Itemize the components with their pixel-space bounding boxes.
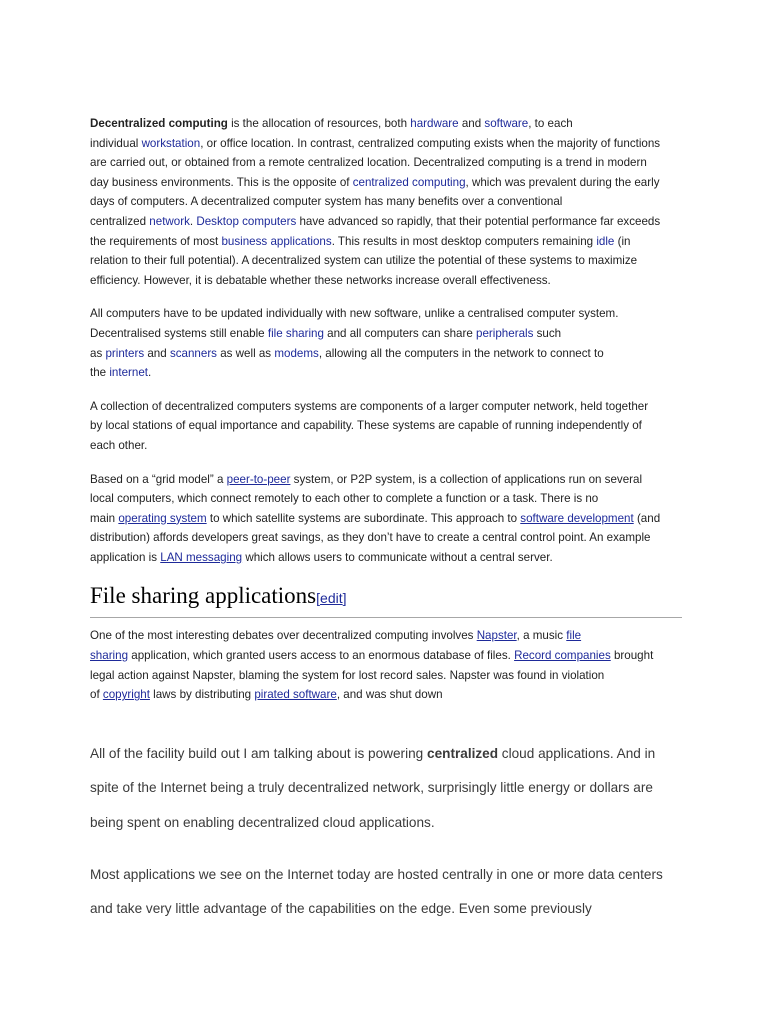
text-line: are carried out, or obtained from a remote centralized location. Decentralized computing is a trend in modern [90,156,647,170]
text-line [90,344,682,364]
intro-paragraph [90,114,682,290]
text-run: , a music [516,629,567,643]
text-line: local computers, which connect remotely to each other to complete a function or a task. There is no [90,492,599,506]
text-line: days of computers. A decentralized computer system has many benefits over a conventional [90,195,563,209]
text-line [90,114,682,134]
text-run: (and [633,511,661,525]
link-centralized-computing[interactable]: centralized computing [352,175,466,189]
text-run: . This results in most desktop computers remaining [331,234,597,248]
term-centralized: centralized [427,745,499,761]
text-line [90,324,682,344]
article-body [90,114,682,927]
link-operating-system[interactable]: operating system [118,511,207,525]
link-napster[interactable]: Napster [476,629,517,643]
text-run: have advanced so rapidly, that their potential performance far exceeds [296,214,661,228]
text-run: to which satellite systems are subordinate. This approach to [206,511,521,525]
text-run: Decentralised systems still enable [90,326,268,340]
text-line: and take very little advantage of the capabilities on the edge. Even some previously [90,901,592,917]
text-run: , and was shut down [336,688,443,702]
text-line [90,646,682,666]
text-run: as well as [216,346,275,360]
link-scanners[interactable]: scanners [169,346,217,360]
text-line: spite of the Internet being a truly decentralized network, surprisingly little energy or dollars are [90,780,653,796]
text-run: and all computers can share [323,326,477,340]
text-run: laws by distributing [149,688,255,702]
text-run: . [189,214,197,228]
link-file-sharing-2-cont[interactable]: sharing [90,649,129,663]
text-run: of [90,688,103,702]
link-workstation[interactable]: workstation [141,136,201,150]
text-line: All computers have to be updated individually with new software, unlike a centralised computer system. [90,307,619,321]
text-run: and [144,346,170,360]
text-line [90,737,682,772]
text-run: day business environments. This is the opposite of [90,175,353,189]
link-record-companies[interactable]: Record companies [514,649,611,663]
blog-paragraph-2 [90,858,682,927]
text-line [90,173,682,193]
text-line [90,212,682,232]
text-line [90,470,682,490]
text-run: One of the most interesting debates over decentralized computing involves [90,629,477,643]
text-run: cloud applications. And in [498,745,656,761]
text-line [90,232,682,252]
link-network[interactable]: network [149,214,190,228]
link-peer-to-peer[interactable]: peer-to-peer [226,472,291,486]
text-line [90,548,682,568]
text-run: and [458,117,485,130]
link-hardware[interactable]: hardware [410,117,459,130]
text-line: each other. [90,438,148,452]
text-line: distribution) affords developers great savings, as they don’t have to create a central control point. An example [90,531,651,545]
text-line [90,685,682,705]
edit-bracket-open: [ [316,590,321,607]
text-line: legal action against Napster, blaming the system for lost record sales. Napster was found in violation [90,668,605,682]
link-pirated-software[interactable]: pirated software [254,688,337,702]
text-line: being spent on enabling decentralized cloud applications. [90,815,435,831]
link-peripherals[interactable]: peripherals [476,326,534,340]
section-title: File sharing applications [90,583,317,609]
text-line: relation to their full potential). A decentralized system can utilize the potential of these systems to maximize [90,254,638,268]
text-line [90,626,682,646]
term-decentralized-computing: Decentralized computing [90,117,228,130]
link-desktop-computers[interactable]: Desktop computers [196,214,297,228]
edit-link[interactable]: edit [320,590,343,607]
text-line: efficiency. However, it is debatable whether these networks increase overall effectiveness. [90,273,551,287]
link-software[interactable]: software [484,117,529,130]
spacer [90,841,682,858]
text-run: , or office location. In contrast, centralized computing exists when the majority of functions [200,136,661,150]
text-run: , to each [528,117,573,130]
link-file-sharing[interactable]: file sharing [267,326,324,340]
text-run: , which was prevalent during the early [465,175,660,189]
napster-paragraph [90,626,682,704]
link-printers[interactable]: printers [105,346,145,360]
text-run: Based on a “grid model” a [90,472,227,486]
text-run: the requirements of most [90,234,222,248]
link-lan-messaging[interactable]: LAN messaging [160,550,243,564]
text-run: is the allocation of resources, both [227,117,411,130]
link-file-sharing-2[interactable]: file [566,629,582,643]
text-run: as [90,346,106,360]
link-business-applications[interactable]: business applications [221,234,332,248]
text-line: A collection of decentralized computers systems are components of a larger computer network, held together [90,399,649,413]
text-run: main [90,511,119,525]
spacer [90,719,682,737]
edit-section [316,590,346,606]
text-run: (in [614,234,631,248]
link-idle[interactable]: idle [596,234,615,248]
text-run: individual [90,136,142,150]
peripherals-paragraph [90,304,682,382]
link-internet[interactable]: internet [109,366,149,380]
edit-bracket-close: ] [342,590,347,607]
network-paragraph [90,397,682,456]
text-run: the [90,366,110,380]
text-line [90,509,682,529]
text-run: , allowing all the computers in the network to connect to [318,346,604,360]
text-run: brought [610,649,654,663]
text-line: by local stations of equal importance and capability. These systems are capable of running independently of [90,419,642,433]
text-line [90,363,682,383]
text-run: All of the facility build out I am talking about is powering [90,745,428,761]
blog-paragraph-1 [90,737,682,841]
text-run: which allows users to communicate without a central server. [242,550,553,564]
link-copyright[interactable]: copyright [102,688,150,702]
text-run: application, which granted users access to an enormous database of files. [128,649,515,663]
text-line [90,134,682,154]
text-run: . [148,366,152,380]
text-run: application is [90,550,161,564]
link-software-development[interactable]: software development [520,511,634,525]
text-run: such [533,326,562,340]
text-run: centralized [90,214,150,228]
p2p-paragraph [90,470,682,568]
text-run: system, or P2P system, is a collection of applications run on several [290,472,643,486]
text-line: Most applications we see on the Internet today are hosted centrally in one or more data centers [90,866,663,882]
link-modems[interactable]: modems [274,346,319,360]
section-heading [90,581,682,618]
